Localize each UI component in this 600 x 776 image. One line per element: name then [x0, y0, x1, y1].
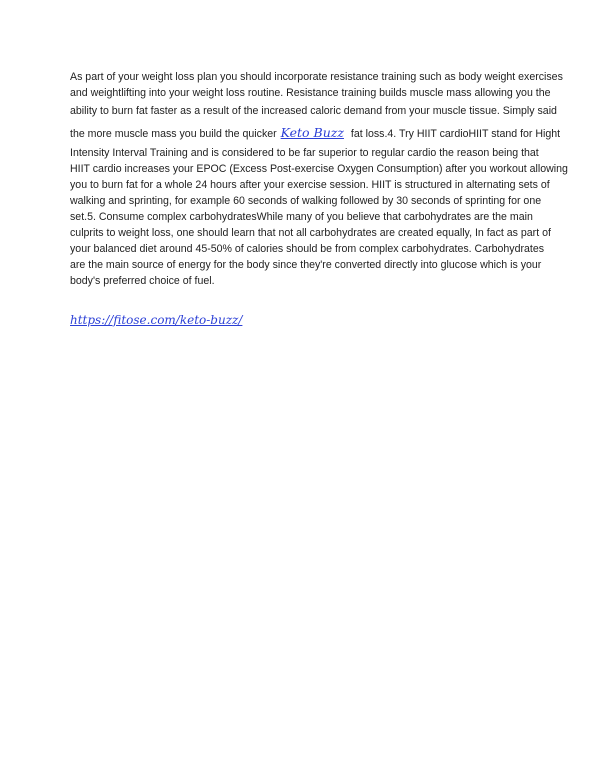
paragraph-line: and weightlifting into your weight loss routine. Resistance training builds muscle mass allowing you the [70, 87, 551, 99]
paragraph-line: walking and sprinting, for example 60 seconds of walking followed by 30 seconds of sprinting for one [70, 195, 542, 207]
paragraph-line-with-link [70, 122, 561, 145]
paragraph-line: HIIT cardio increases your EPOC (Excess Post-exercise Oxygen Consumption) after you workout allowing [70, 163, 568, 175]
line-text-before-link: the more muscle mass you build the quicker [70, 128, 280, 140]
paragraph-line: culprits to weight loss, one should learn that not all carbohydrates are created equally, In fact as part of [70, 227, 551, 239]
paragraph-line: Intensity Interval Training and is considered to be far superior to regular cardio the reason being that [70, 147, 539, 159]
line-text-after-link: fat loss.4. Try HIIT cardioHIIT stand for Hight [347, 128, 561, 140]
paragraph-line: set.5. Consume complex carbohydratesWhile many of you believe that carbohydrates are the main [70, 211, 533, 223]
paragraph-line: As part of your weight loss plan you should incorporate resistance training such as body weight exercises [70, 71, 563, 83]
paragraph-line: ability to burn fat faster as a result of the increased caloric demand from your muscle tissue. Simply said [70, 105, 557, 117]
keto-buzz-link[interactable]: Keto Buzz [280, 125, 344, 140]
paragraph-line: body's preferred choice of fuel. [70, 275, 215, 287]
article-paragraph [70, 69, 568, 289]
fitose-url-link[interactable]: https://fitose.com/keto-buzz/ [70, 313, 243, 327]
paragraph-line: your balanced diet around 45-50% of calories should be from complex carbohydrates. Carbohydrates [70, 243, 545, 255]
paragraph-line: you to burn fat for a whole 24 hours after your exercise session. HIIT is structured in alternating sets of [70, 179, 550, 191]
paragraph-line: are the main source of energy for the body since they're converted directly into glucose which is your [70, 259, 542, 271]
